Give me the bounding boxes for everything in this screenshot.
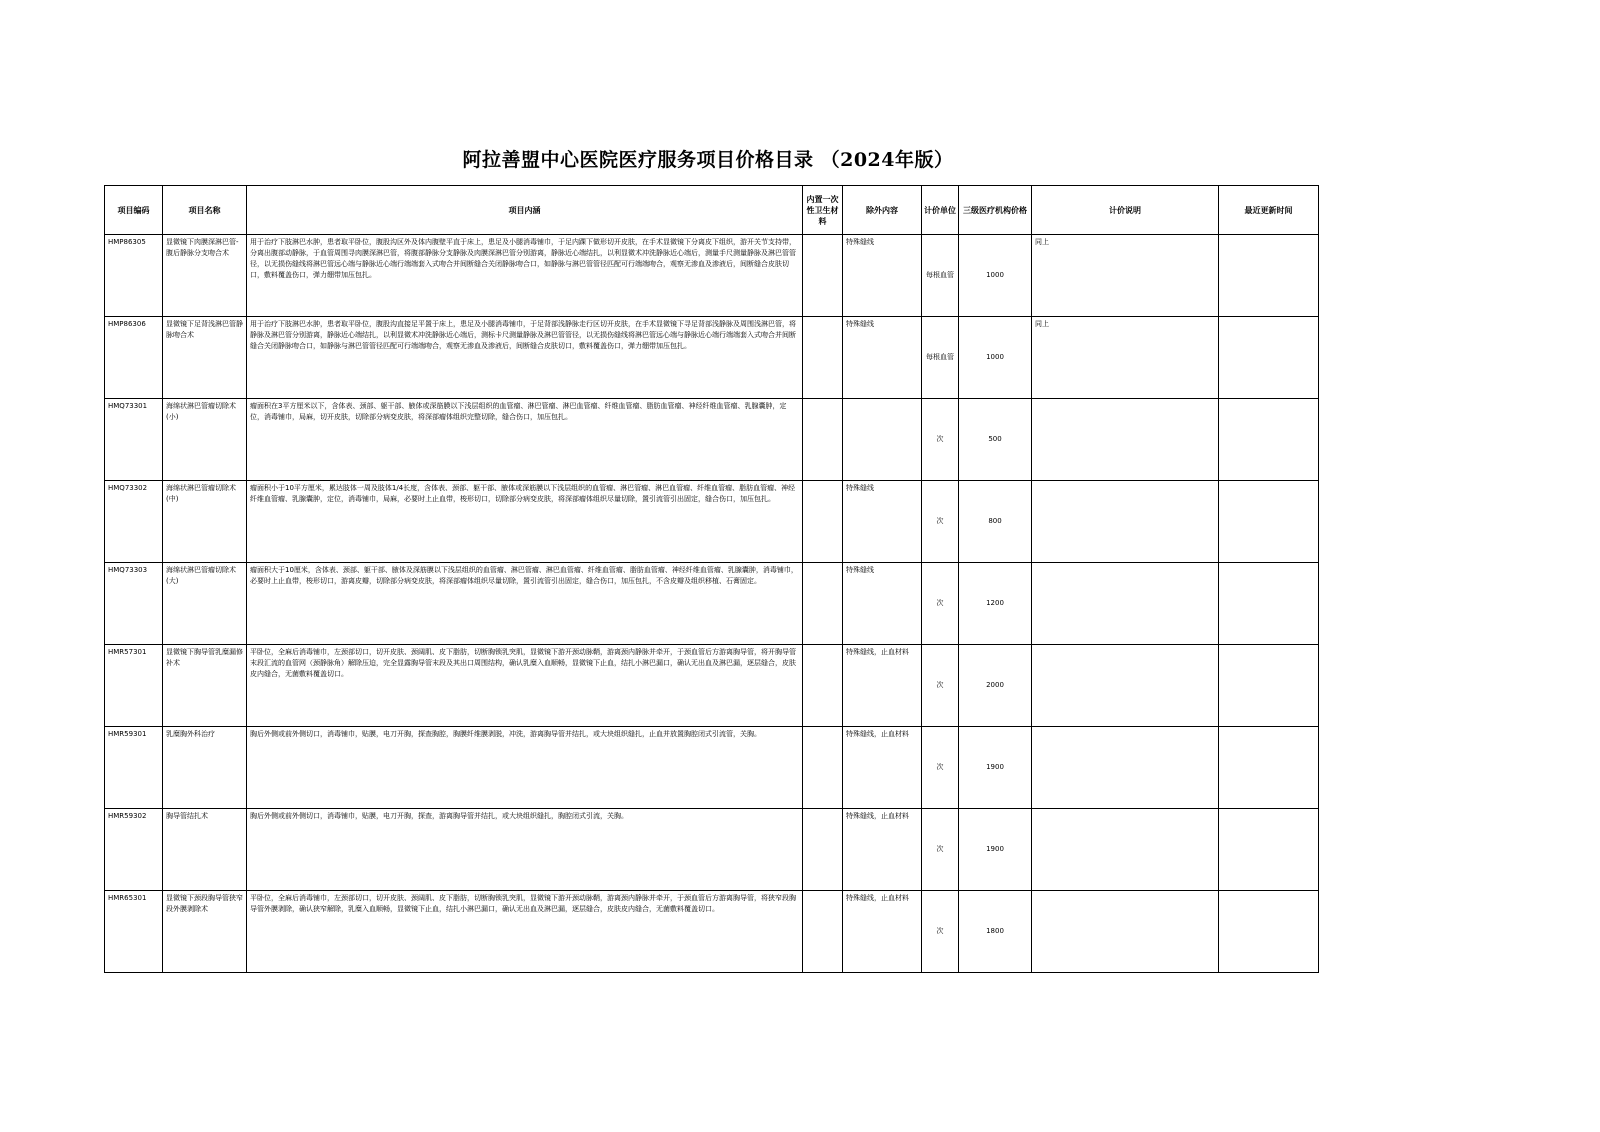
cell-name: 显微镜下肉膜深淋巴管-腹后静脉分支吻合术 — [163, 235, 247, 317]
cell-consumables — [803, 235, 843, 317]
cell-price: 1900 — [959, 809, 1032, 891]
cell-exclusions: 特殊缝线，止血材料 — [843, 891, 922, 973]
cell-code: HMP86305 — [105, 235, 163, 317]
cell-code: HMR57301 — [105, 645, 163, 727]
cell-content: 胸后外侧或前外侧切口，消毒铺巾，贴膜，电刀开胸，探查胸腔，胸膜纤维膜剥脱，冲洗，游离胸导管并结扎，或大块组织缝扎，止血并放置胸腔闭式引流管，关胸。 — [247, 727, 803, 809]
table-row — [105, 481, 1319, 563]
cell-price: 1000 — [959, 317, 1032, 399]
cell-price: 800 — [959, 481, 1032, 563]
cell-updated — [1219, 563, 1319, 645]
column-header-updated: 最近更新时间 — [1219, 186, 1319, 235]
cell-exclusions: 特殊缝线，止血材料 — [843, 809, 922, 891]
cell-name: 显微镜下胸导管乳糜漏修补术 — [163, 645, 247, 727]
cell-note — [1032, 563, 1219, 645]
cell-content: 胸后外侧或前外侧切口，消毒铺巾，贴膜，电刀开胸，探查，游离胸导管并结扎，或大块组织缝扎，胸腔闭式引流，关胸。 — [247, 809, 803, 891]
table-row — [105, 727, 1319, 809]
cell-code: HMQ73302 — [105, 481, 163, 563]
cell-unit: 次 — [922, 563, 959, 645]
table-header-row — [105, 186, 1319, 235]
cell-updated — [1219, 399, 1319, 481]
cell-price: 1000 — [959, 235, 1032, 317]
table-row — [105, 563, 1319, 645]
column-header-exclusions: 除外内容 — [843, 186, 922, 235]
page-title: 阿拉善盟中心医院医疗服务项目价格目录 （2024年版） — [462, 149, 954, 171]
cell-content: 用于治疗下肢淋巴水肿，患者取平卧位，腹股沟区外及体内腹壁平直于床上，患足及小腿消毒铺巾，于足内踝下做形切开皮肤，在手术显微镜下分离皮下组织，游开关节支持带，分离出腹部动静脉，于血管周围寻肉膜深淋巴管，将腹部静脉分支静脉及肉膜深淋巴管分别游离，静脉近心端结扎，以利显微术冲洗静脉近心端后，测量手尺测量静脉及淋巴管管径，以无损伤缝线将淋巴管远心端与静脉近心端行端端套入式吻合并间断缝合关闭静脉吻合口，如静脉与淋巴管管径匹配可行端端吻合，观察无渗血及渗液后，间断缝合皮肤切口，敷料覆盖伤口，弹力绷带加压包扎。 — [247, 235, 803, 317]
cell-exclusions: 特殊缝线 — [843, 563, 922, 645]
cell-note — [1032, 809, 1219, 891]
cell-exclusions: 特殊缝线，止血材料 — [843, 727, 922, 809]
cell-price: 2000 — [959, 645, 1032, 727]
cell-price: 1900 — [959, 727, 1032, 809]
cell-code: HMQ73303 — [105, 563, 163, 645]
cell-code: HMR65301 — [105, 891, 163, 973]
cell-consumables — [803, 317, 843, 399]
cell-exclusions: 特殊缝线 — [843, 317, 922, 399]
cell-exclusions: 特殊缝线 — [843, 481, 922, 563]
cell-code: HMP86306 — [105, 317, 163, 399]
cell-consumables — [803, 809, 843, 891]
table-row — [105, 317, 1319, 399]
cell-updated — [1219, 235, 1319, 317]
cell-price: 1200 — [959, 563, 1032, 645]
cell-note — [1032, 399, 1219, 481]
cell-unit: 次 — [922, 645, 959, 727]
cell-name: 海绵状淋巴管瘤切除术(小) — [163, 399, 247, 481]
cell-code: HMQ73301 — [105, 399, 163, 481]
column-header-content: 项目内涵 — [247, 186, 803, 235]
cell-unit: 每根血管 — [922, 235, 959, 317]
price-catalog-table — [104, 185, 1319, 973]
table-row — [105, 235, 1319, 317]
cell-updated — [1219, 809, 1319, 891]
cell-consumables — [803, 645, 843, 727]
cell-content: 平卧位，全麻后消毒铺巾，左颈部切口，切开皮肤、颈阔肌、皮下脂肪，切断胸锁乳突肌，显微镜下游开颈动脉鞘，游离颈内静脉并牵开，于颈血管后方游离胸导管，将开胸导管末段汇流的血管网（颈静脉角）解除压迫，完全显露胸导管末段及其出口周围结构，确认乳糜入血顺畅，显微镜下止血，结扎小淋巴漏口，确认无出血及淋巴漏，逐层缝合，皮肤皮内缝合，无菌敷料覆盖切口。 — [247, 645, 803, 727]
cell-name: 显微镜下足背浅淋巴管静脉吻合术 — [163, 317, 247, 399]
cell-name: 乳糜胸外科治疗 — [163, 727, 247, 809]
column-header-note: 计价说明 — [1032, 186, 1219, 235]
cell-content: 瘤面积大于10厘米，含体表、颈部、躯干部、腋体及深筋膜以下浅层组织的血管瘤、淋巴管瘤、淋巴血管瘤、纤维血管瘤、脂肪血管瘤、神经纤维血管瘤、乳腺囊肿，消毒铺巾，必要时上止血带，梭形切口，游离皮瓣，切除部分病变皮肤，将深部瘤体组织尽量切除，置引流管引出固定，缝合伤口，加压包扎，不含皮瓣及组织移植、石膏固定。 — [247, 563, 803, 645]
cell-name: 胸导管结扎术 — [163, 809, 247, 891]
cell-updated — [1219, 727, 1319, 809]
cell-updated — [1219, 645, 1319, 727]
cell-price: 500 — [959, 399, 1032, 481]
cell-exclusions: 特殊缝线，止血材料 — [843, 645, 922, 727]
cell-name: 显微镜下颈段胸导管狭窄段外膜剥除术 — [163, 891, 247, 973]
cell-note — [1032, 727, 1219, 809]
table-row — [105, 809, 1319, 891]
cell-content: 用于治疗下肢淋巴水肿，患者取平卧位，腹股沟直接足平置于床上，患足及小腿消毒铺巾，于足背部浅静脉走行区切开皮肤，在手术显微镜下寻足背部浅静脉及周围浅淋巴管，将静脉及淋巴管分别游离，静脉近心端结扎，以利显微术冲洗静脉近心端后，测标卡尺测量静脉及淋巴管管径，以无损伤缝线将淋巴管远心端与静脉近心端行端端套入式吻合并间断缝合关闭静脉吻合口，如静脉与淋巴管管径匹配可行端端吻合，观察无渗血及渗液后，间断缝合皮肤切口，敷料覆盖伤口，弹力绷带加压包扎。 — [247, 317, 803, 399]
cell-updated — [1219, 317, 1319, 399]
cell-name: 海绵状淋巴管瘤切除术(大) — [163, 563, 247, 645]
cell-note — [1032, 481, 1219, 563]
cell-unit: 次 — [922, 399, 959, 481]
cell-code: HMR59301 — [105, 727, 163, 809]
column-header-unit: 计价单位 — [922, 186, 959, 235]
cell-exclusions — [843, 399, 922, 481]
cell-content: 瘤面积在3平方厘米以下，含体表、颈部、躯干部、腋体或深筋膜以下浅层组织的血管瘤、淋巴管瘤、淋巴血管瘤、纤维血管瘤、脂肪血管瘤、神经纤维血管瘤、乳腺囊肿，定位，消毒铺巾，局麻，切开皮肤，切除部分病变皮肤，将深部瘤体组织完整切除，缝合伤口，加压包扎。 — [247, 399, 803, 481]
cell-consumables — [803, 399, 843, 481]
cell-unit: 次 — [922, 891, 959, 973]
table-row — [105, 399, 1319, 481]
cell-note — [1032, 645, 1219, 727]
cell-price: 1800 — [959, 891, 1032, 973]
cell-unit: 次 — [922, 481, 959, 563]
cell-consumables — [803, 891, 843, 973]
cell-code: HMR59302 — [105, 809, 163, 891]
cell-note — [1032, 891, 1219, 973]
column-header-consumables: 内置一次性卫生材料 — [803, 186, 843, 235]
cell-note: 同上 — [1032, 317, 1219, 399]
cell-content: 瘤面积小于10平方厘米，累达肢体一周及肢体1/4长度，含体表、颈部、躯干部、腋体或深筋膜以下浅层组织的血管瘤、淋巴管瘤、淋巴血管瘤、纤维血管瘤、脂肪血管瘤、神经纤维血管瘤、乳腺囊肿，定位，消毒铺巾，局麻，必要时上止血带，梭形切口，切除部分病变皮肤，将深部瘤体组织尽量切除，置引流管引出固定，缝合伤口，加压包扎。 — [247, 481, 803, 563]
cell-note: 同上 — [1032, 235, 1219, 317]
cell-consumables — [803, 727, 843, 809]
cell-unit: 次 — [922, 809, 959, 891]
cell-updated — [1219, 891, 1319, 973]
cell-updated — [1219, 481, 1319, 563]
cell-consumables — [803, 481, 843, 563]
cell-exclusions: 特殊缝线 — [843, 235, 922, 317]
column-header-name: 项目名称 — [163, 186, 247, 235]
table-row — [105, 645, 1319, 727]
cell-name: 海绵状淋巴管瘤切除术(中) — [163, 481, 247, 563]
cell-unit: 次 — [922, 727, 959, 809]
column-header-code: 项目编码 — [105, 186, 163, 235]
table-row — [105, 891, 1319, 973]
column-header-price: 三级医疗机构价格 — [959, 186, 1032, 235]
cell-content: 平卧位，全麻后消毒铺巾，左颈部切口，切开皮肤、颈阔肌、皮下脂肪，切断胸锁乳突肌，显微镜下游开颈动脉鞘，游离颈内静脉并牵开，于颈血管后方游离胸导管，将狭窄段胸导管外膜剥除，确认狭窄解除，乳糜入血顺畅，显微镜下止血，结扎小淋巴漏口，确认无出血及淋巴漏，逐层缝合，皮肤皮内缝合，无菌敷料覆盖切口。 — [247, 891, 803, 973]
cell-consumables — [803, 563, 843, 645]
cell-unit: 每根血管 — [922, 317, 959, 399]
